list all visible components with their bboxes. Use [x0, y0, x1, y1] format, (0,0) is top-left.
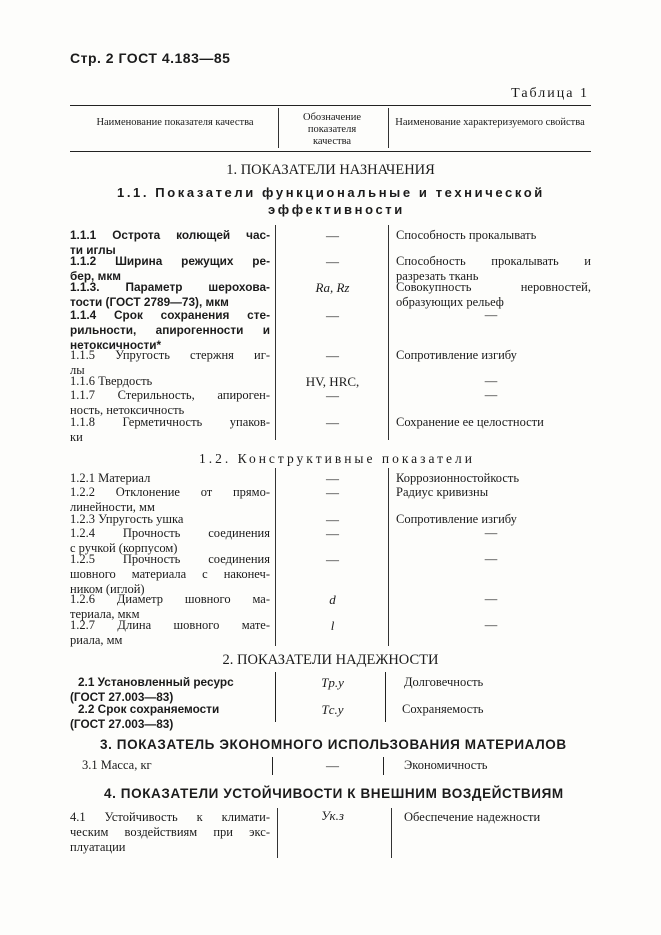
designation: —: [326, 552, 339, 567]
indicator-name: 1.2.2 Отклонение от прямо- линейности, мм: [70, 485, 270, 514]
indicator-name: 1.1.1 Острота колющей час- ти иглы: [70, 228, 270, 257]
property: Сопротивление изгибу: [396, 348, 517, 362]
property: Радиус кривизны: [396, 485, 489, 499]
divider-1-1-left: [275, 225, 276, 440]
designation: Tс.у: [321, 702, 344, 717]
property: Обеспечение надежности: [404, 810, 541, 824]
column-header-name: Наименование показателя качества: [96, 117, 254, 128]
property: Совокупность неровностей, образующих рельеф: [396, 280, 591, 309]
column-header-designation: Обозначение показателя качества: [302, 112, 362, 147]
property: Сопротивление изгибу: [396, 512, 517, 526]
property: —: [484, 592, 498, 606]
subsection-1-1-title-line1: 1.1. Показатели функциональные и технической: [117, 185, 545, 200]
designation: —: [326, 228, 339, 243]
header-divider-2: [388, 108, 389, 148]
property: —: [484, 374, 498, 388]
designation: —: [326, 415, 339, 430]
designation: —: [326, 512, 339, 527]
designation: —: [326, 348, 339, 363]
designation: l: [330, 618, 335, 633]
designation: —: [326, 485, 339, 500]
designation: —: [326, 526, 339, 541]
designation: —: [326, 471, 339, 486]
indicator-name: 4.1 Устойчивость к климати- ческим воздействиям при экс- плуатации: [70, 810, 270, 854]
indicator-name: 3.1 Масса, кг: [82, 758, 152, 772]
column-header-property: Наименование характеризуемого свойства: [395, 117, 585, 128]
property: —: [484, 552, 498, 566]
indicator-name: 1.2.3 Упругость ушка: [70, 512, 184, 526]
divider-4-left: [277, 808, 278, 858]
divider-1-2-left: [275, 468, 276, 646]
property: —: [484, 308, 498, 322]
indicator-name: 1.2.5 Прочность соединения шовного материала с наконеч- ником (иглой): [70, 552, 270, 596]
table-top-rule: [70, 105, 591, 106]
indicator-name: 1.1.7 Стерильность, апироген- ность, нетоксичность: [70, 388, 270, 417]
section-1-title: 1. ПОКАЗАТЕЛИ НАЗНАЧЕНИЯ: [226, 162, 435, 178]
designation: —: [326, 388, 339, 403]
indicator-name: 2.1 Установленный ресурс (ГОСТ 27.003—83): [70, 675, 234, 704]
property: —: [484, 526, 498, 540]
designation: —: [326, 254, 339, 269]
indicator-name: 1.2.4 Прочность соединения с ручкой (корпусом): [70, 526, 270, 555]
property: Экономичность: [404, 758, 488, 772]
designation: Ук.з: [321, 808, 344, 823]
page-header: Стр. 2 ГОСТ 4.183—85: [70, 50, 231, 66]
indicator-name: 1.1.2 Ширина режущих ре- бер, мкм: [70, 254, 270, 283]
designation: Tр.у: [321, 675, 344, 690]
divider-1-2-right: [388, 468, 389, 646]
designation: Ra, Rz: [315, 280, 350, 295]
property: —: [484, 388, 498, 402]
indicator-name: 1.2.1 Материал: [70, 471, 151, 485]
indicator-name: 1.1.4 Срок сохранения сте- рильности, апирогенности и нетоксичности*: [70, 308, 270, 352]
designation: —: [326, 758, 339, 773]
divider-2-right: [385, 672, 386, 722]
property: Способность прокалывать: [396, 228, 537, 242]
property: Способность прокалывать и разрезать ткань: [396, 254, 591, 283]
header-divider-1: [278, 108, 279, 148]
indicator-name: 1.1.8 Герметичность упаков- ки: [70, 415, 270, 444]
indicator-name: 1.1.3. Параметр шерохова- тости (ГОСТ 2789—73), мкм: [70, 280, 270, 309]
section-4-title: 4. ПОКАЗАТЕЛИ УСТОЙЧИВОСТИ К ВНЕШНИМ ВОЗДЕЙСТВИЯМ: [104, 786, 564, 801]
property: —: [484, 618, 498, 632]
property: Сохраняемость: [402, 702, 484, 716]
designation: HV, HRC,: [305, 374, 360, 389]
indicator-name: 2.2 Срок сохраняемости (ГОСТ 27.003—83): [70, 702, 220, 731]
subsection-1-2-title: 1.2. Конструктивные показатели: [199, 451, 476, 466]
table-label: Таблица 1: [511, 86, 589, 101]
designation: d: [329, 592, 336, 607]
indicator-name: 1.2.7 Длина шовного мате- риала, мм: [70, 618, 270, 647]
property: Коррозионностойкость: [396, 471, 520, 485]
indicator-name: 1.2.6 Диаметр шовного ма- териала, мкм: [70, 592, 270, 621]
designation: —: [326, 308, 339, 323]
section-3-title: 3. ПОКАЗАТЕЛЬ ЭКОНОМНОГО ИСПОЛЬЗОВАНИЯ МАТЕРИАЛОВ: [100, 737, 567, 752]
property: Долговечность: [404, 675, 484, 689]
divider-4-right: [391, 808, 392, 858]
table-header-rule: [70, 151, 591, 152]
indicator-name: 1.1.5 Упругость стержня иг- лы: [70, 348, 270, 377]
section-2-title: 2. ПОКАЗАТЕЛИ НАДЕЖНОСТИ: [222, 652, 439, 668]
divider-1-1-right: [388, 225, 389, 440]
property: Сохранение ее целостности: [396, 415, 544, 429]
subsection-1-1-title-line2: эффективности: [268, 202, 405, 217]
indicator-name: 1.1.6 Твердость: [70, 374, 153, 388]
